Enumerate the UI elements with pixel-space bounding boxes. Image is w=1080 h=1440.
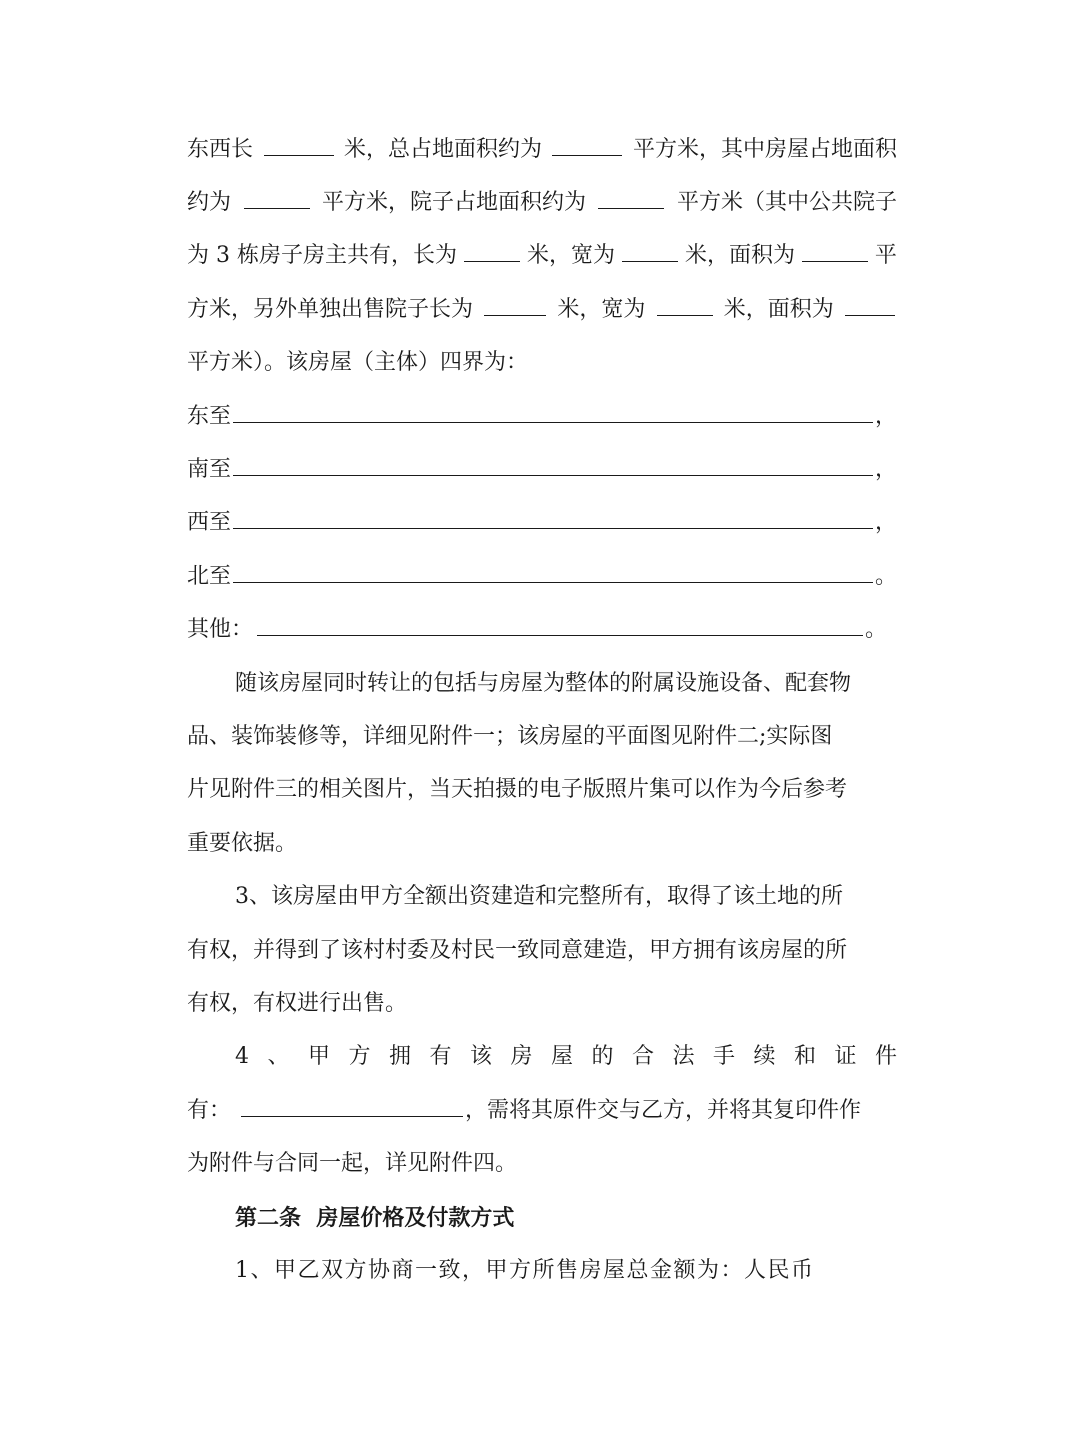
bound-north-blank[interactable] [233, 558, 873, 583]
text-segment: 有： [187, 1098, 232, 1123]
text-line-2 [187, 183, 897, 223]
text-char: 该 [469, 1044, 492, 1069]
para-accessories-line [235, 664, 897, 704]
text-char: 和 [793, 1044, 816, 1069]
text-segment: 米，面积为 [684, 243, 795, 268]
para4-line-2 [187, 1091, 897, 1131]
text-char: 、 [267, 1044, 290, 1069]
text-segment: 平方米（其中公共院子 [676, 190, 897, 215]
text-segment: 为 3 栋房子房主共有，长为 [187, 243, 457, 268]
bound-other-row [187, 610, 887, 650]
bound-punct: 。 [864, 617, 887, 642]
fill-blank[interactable] [464, 237, 520, 262]
fill-blank[interactable] [552, 131, 622, 156]
para3-line [187, 984, 897, 1024]
text-char: 的 [591, 1044, 614, 1069]
para4-line-1 [235, 1037, 897, 1077]
text-segment: 东西长 [187, 137, 254, 162]
text-segment: 方米，另外单独出售院子长为 [187, 297, 474, 322]
text-char: 续 [753, 1044, 776, 1069]
bound-label: 北至 [187, 564, 232, 589]
text-line-1 [187, 130, 897, 170]
para4-line-3 [187, 1144, 897, 1184]
fill-blank[interactable] [244, 184, 310, 209]
fill-blank[interactable] [845, 291, 895, 316]
text-segment: 品、装饰装修等，详细见附件一；该房屋的平面图见附件二;实际图 [187, 724, 833, 749]
text-segment: 米，面积为 [723, 297, 834, 322]
article-2-heading [235, 1198, 897, 1238]
bound-east-blank[interactable] [233, 398, 873, 423]
text-segment: 平方米，院子占地面积约为 [321, 190, 586, 215]
text-segment: 约为 [187, 190, 232, 215]
bound-south-row [187, 450, 897, 490]
text-segment: 米，宽为 [557, 297, 646, 322]
fill-blank[interactable] [802, 237, 868, 262]
fill-blank[interactable] [264, 131, 334, 156]
bound-other-blank[interactable] [257, 611, 863, 636]
bound-east-row [187, 397, 897, 437]
para3-line [187, 931, 897, 971]
bound-punct: ， [874, 457, 897, 482]
text-line-3 [187, 236, 897, 276]
text-segment: 为附件与合同一起，详见附件四。 [187, 1151, 518, 1176]
text-char: 件 [874, 1044, 897, 1069]
text-segment: 重要依据。 [187, 831, 298, 856]
text-char: 合 [631, 1044, 654, 1069]
bound-west-row [187, 503, 897, 543]
fill-blank[interactable] [484, 291, 546, 316]
text-line-4 [187, 290, 897, 330]
text-segment: 片见附件三的相关图片，当天拍摄的电子版照片集可以作为今后参考 [187, 777, 848, 802]
text-segment: ，需将其原件交与乙方，并将其复印件作 [465, 1098, 862, 1123]
text-segment: 平方米）。该房屋（主体）四界为： [187, 350, 529, 375]
text-segment: 有权，并得到了该村村委及村民一致同意建造，甲方拥有该房屋的所 [187, 938, 848, 963]
text-char: 屋 [550, 1044, 573, 1069]
bound-punct: ， [874, 510, 897, 535]
text-char: 甲 [307, 1044, 330, 1069]
fill-blank[interactable] [598, 184, 664, 209]
para-accessories-line [187, 717, 897, 757]
text-segment: 米，总占地面积约为 [343, 137, 542, 162]
bound-label: 东至 [187, 404, 232, 429]
text-char: 证 [834, 1044, 857, 1069]
text-line-5 [187, 343, 897, 383]
text-char: 有 [429, 1044, 452, 1069]
bound-west-blank[interactable] [233, 504, 873, 529]
text-char: 4 [235, 1044, 249, 1069]
text-char: 拥 [388, 1044, 411, 1069]
text-segment: 1、甲乙双方协商一致，甲方所售房屋总金额为：人民币 [235, 1258, 815, 1283]
bound-label: 其他： [187, 617, 254, 642]
text-segment: 米，宽为 [526, 243, 615, 268]
bound-punct: ， [874, 404, 897, 429]
text-segment: 有权，有权进行出售。 [187, 991, 408, 1016]
text-char: 方 [348, 1044, 371, 1069]
bound-north-row [187, 557, 897, 597]
text-segment: 平 [874, 243, 897, 268]
text-char: 手 [712, 1044, 735, 1069]
fill-blank[interactable] [622, 237, 678, 262]
heading-text: 第二条 房屋价格及付款方式 [235, 1205, 515, 1231]
para3-line [235, 877, 897, 917]
text-segment: 随该房屋同时转让的包括与房屋为整体的附属设施设备、配套物 [235, 671, 852, 696]
bound-punct: 。 [874, 564, 897, 589]
para-price-line [235, 1251, 897, 1291]
bound-south-blank[interactable] [233, 451, 873, 476]
para-accessories-line [187, 824, 897, 864]
text-char: 法 [672, 1044, 695, 1069]
text-char: 房 [510, 1044, 533, 1069]
bound-label: 南至 [187, 457, 232, 482]
certificates-blank[interactable] [241, 1092, 463, 1117]
bound-label: 西至 [187, 510, 232, 535]
fill-blank[interactable] [657, 291, 713, 316]
para-accessories-line [187, 770, 897, 810]
text-segment: 平方米，其中房屋占地面积 [632, 137, 897, 162]
text-segment: 3、该房屋由甲方全额出资建造和完整所有，取得了该土地的所 [235, 884, 843, 909]
